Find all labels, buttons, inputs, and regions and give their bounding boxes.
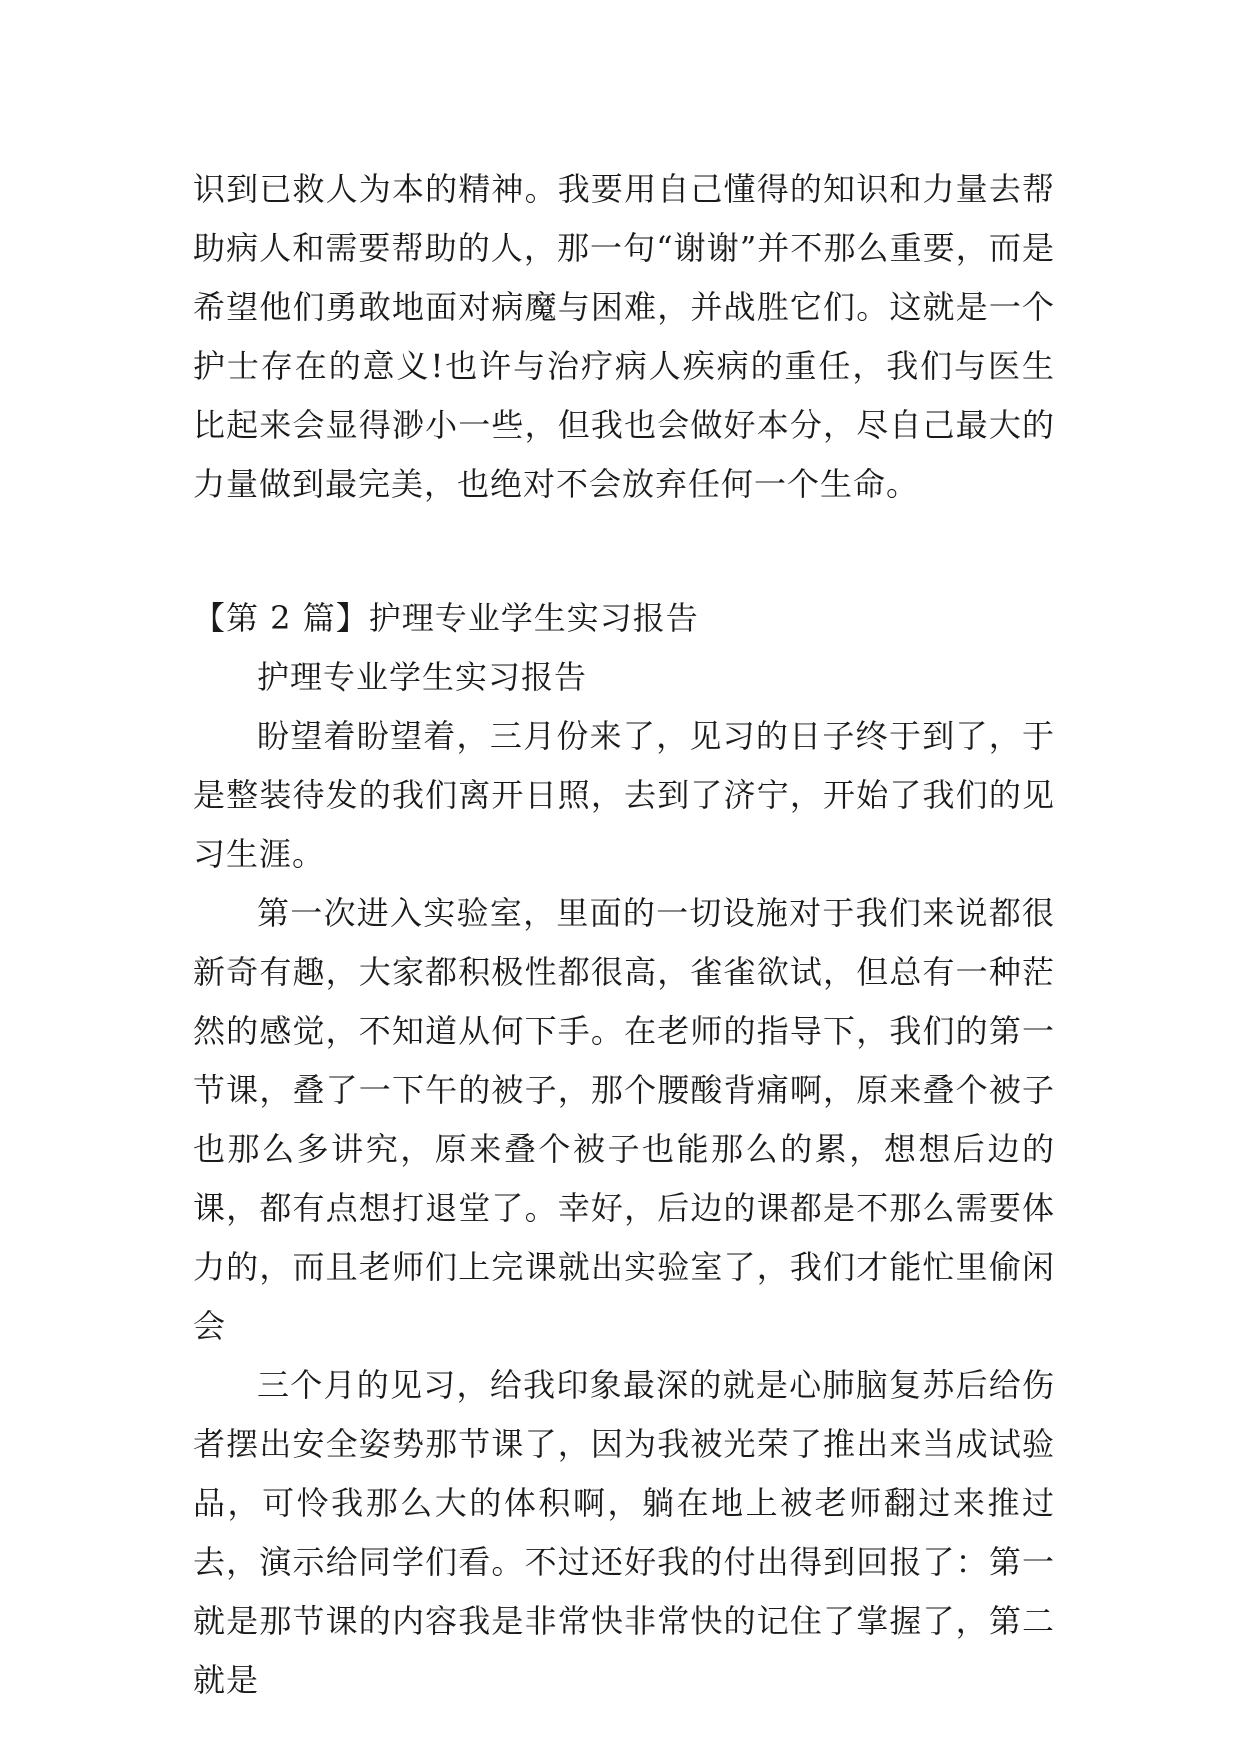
continuation-paragraph: 识到已救人为本的精神。我要用自己懂得的知识和力量去帮助病人和需要帮助的人，那一句“谢谢”并不那么重要，而是希望他们勇敢地面对病魔与困难，并战胜它们。这就是一个护士存在的意义!也许与治疗病人疾病的重任，我们与医生比起来会显得渺小一些，但我也会做好本分，尽自己最大的力量做到最完美，也绝对不会放弃任何一个生命。: [193, 170, 1055, 503]
section-spacer: [193, 514, 1055, 589]
body-paragraph: 盼望着盼望着，三月份来了，见习的日子终于到了，于是整装待发的我们离开日照，去到了济宁，开始了我们的见习生涯。: [193, 717, 1055, 873]
document-body: [193, 160, 1055, 1710]
article-title: 护理专业学生实习报告: [257, 658, 588, 696]
body-paragraph: 三个月的见习，给我印象最深的就是心肺脑复苏后给伤者摆出安全姿势那节课了，因为我被光荣了推出来当成试验品，可怜我那么大的体积啊，躺在地上被老师翻过来推过去，演示给同学们看。不过还好我的付出得到回报了：第一就是那节课的内容我是非常快非常快的记住了掌握了，第二就是: [193, 1366, 1055, 1699]
section-heading: 【第 2 篇】护理专业学生实习报告: [193, 599, 699, 637]
body-paragraph: 第一次进入实验室，里面的一切设施对于我们来说都很新奇有趣，大家都积极性都很高，雀雀欲试，但总有一种茫然的感觉，不知道从何下手。在老师的指导下，我们的第一节课，叠了一下午的被子，那个腰酸背痛啊，原来叠个被子也那么多讲究，原来叠个被子也能那么的累，想想后边的课，都有点想打退堂了。幸好，后边的课都是不那么需要体力的，而且老师们上完课就出实验室了，我们才能忙里偷闲会: [193, 894, 1055, 1345]
